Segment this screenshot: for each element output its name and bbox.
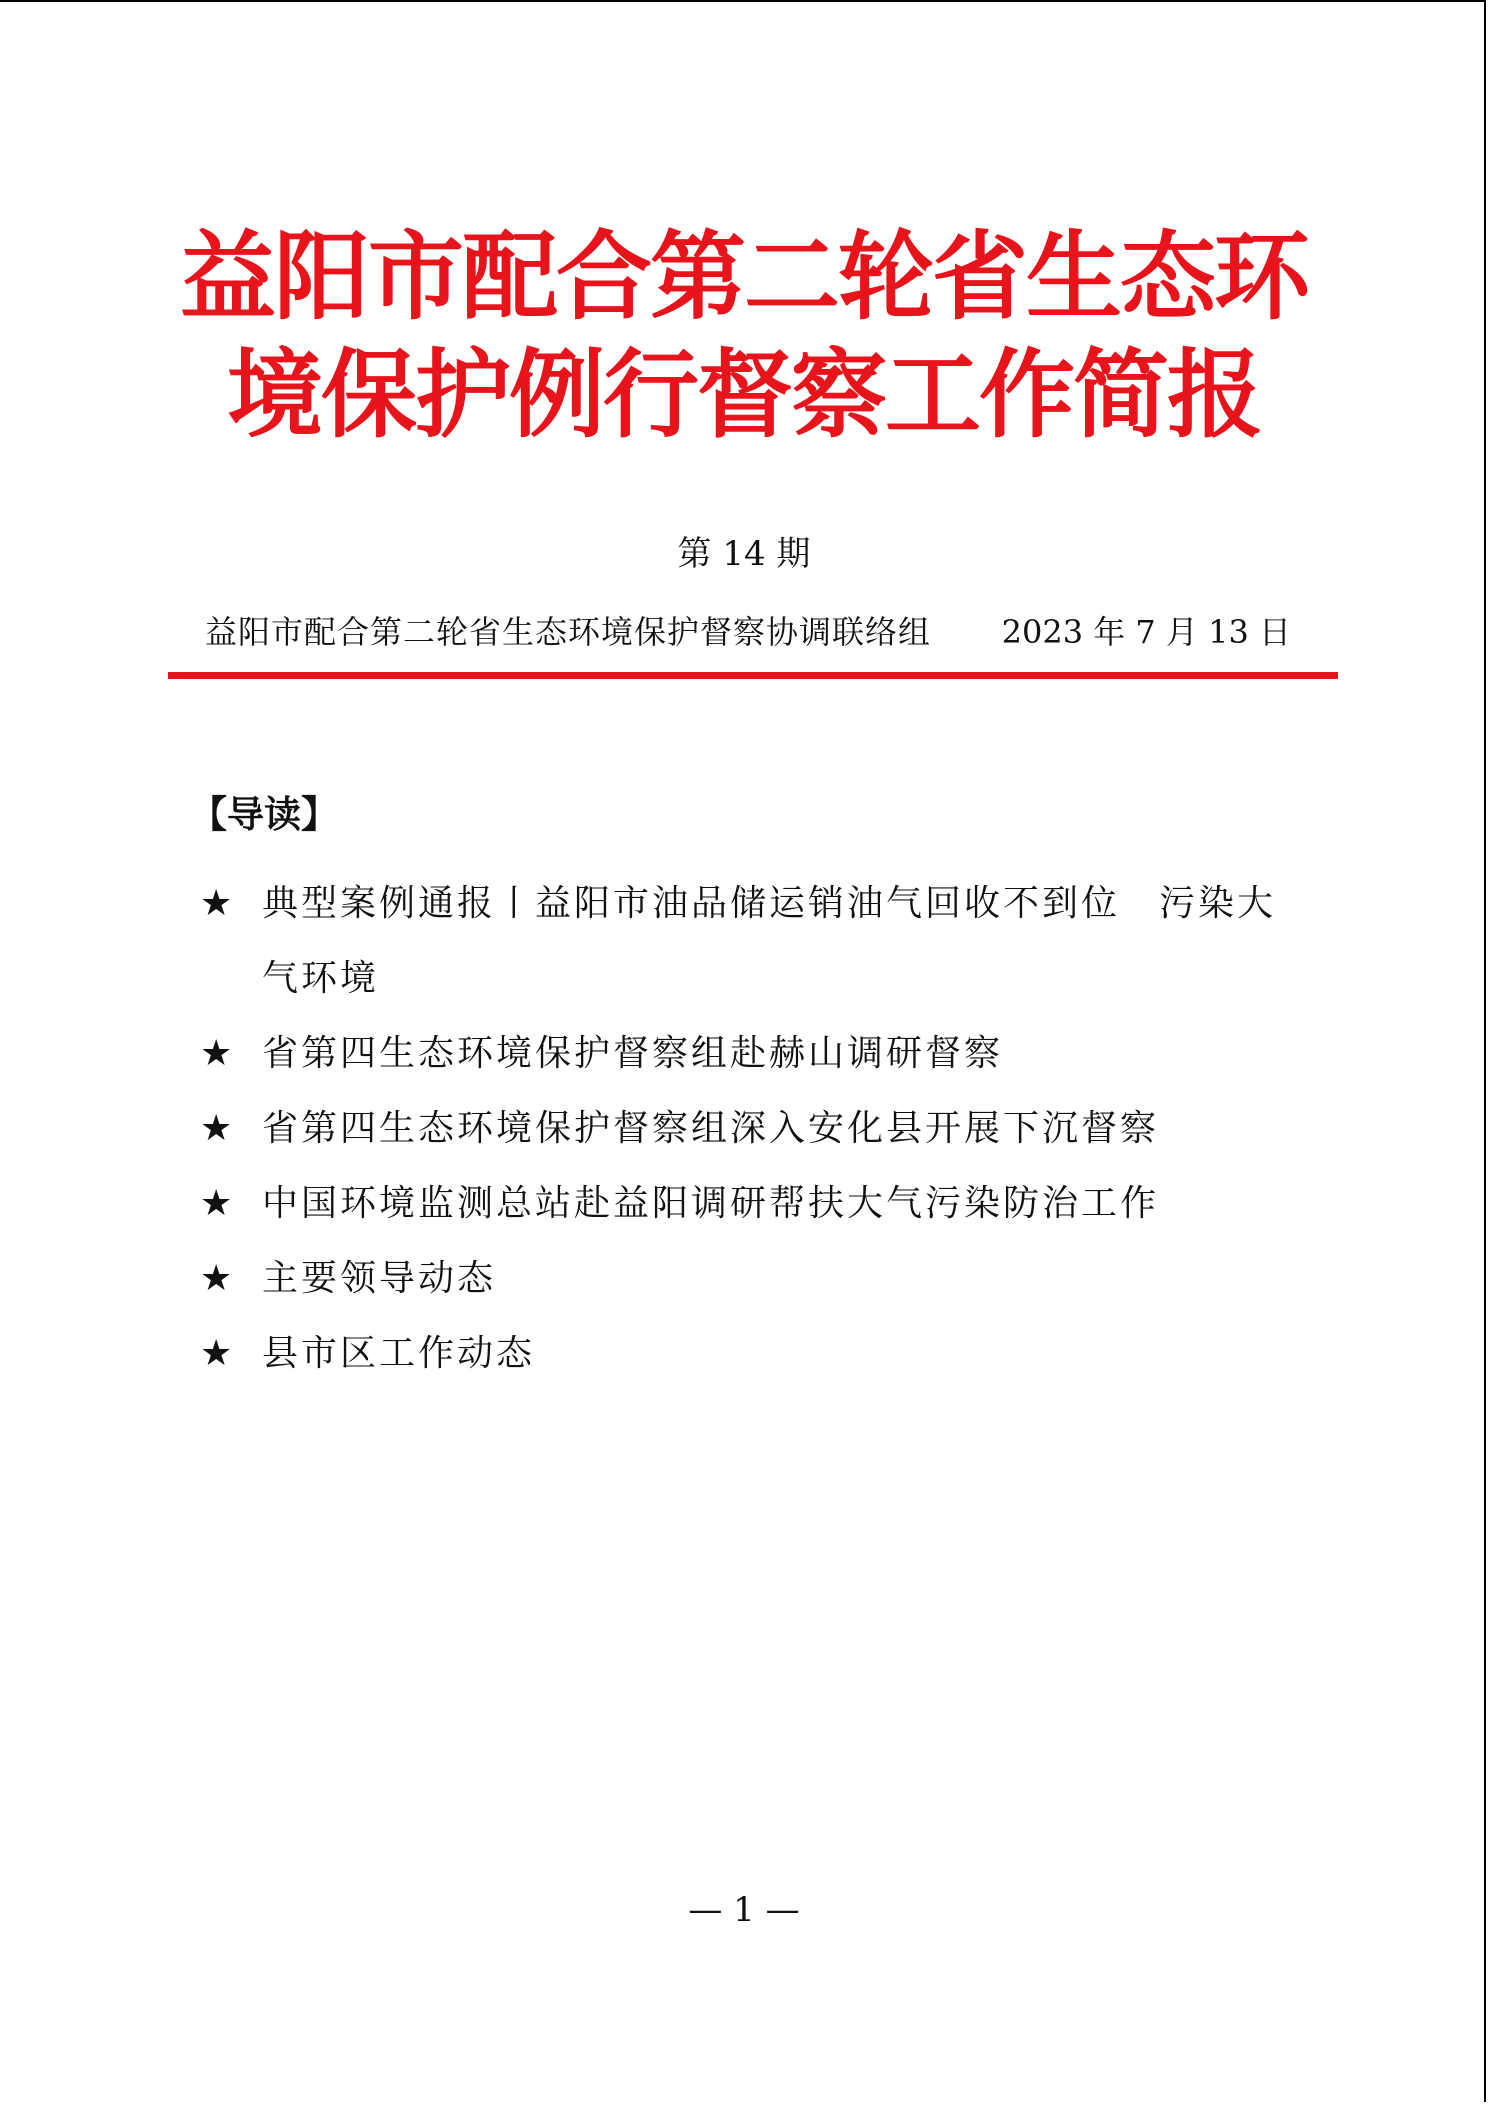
guide-item-text: 省第四生态环境保护督察组赴赫山调研督察 [262,1033,1004,1074]
star-icon: ★ [200,1033,233,1074]
issue-number: 第 14 期 [677,534,811,574]
page-number: — 1 — [688,1890,800,1930]
guide-item [200,1166,1310,1241]
guide-list [200,866,1310,1391]
guide-item-text: 县市区工作动态 [262,1333,536,1374]
guide-item-text: 省第四生态环境保护督察组深入安化县开展下沉督察 [262,1108,1160,1149]
issue-date: 2023 年 7 月 13 日 [1001,613,1291,651]
guide-item [200,866,1310,1016]
guide-item [200,1016,1310,1091]
star-icon: ★ [200,883,233,924]
guide-item [200,1316,1310,1391]
guide-item [200,1091,1310,1166]
red-separator-line [168,672,1338,679]
title-line-1: 益阳市配合第二轮省生态环 [180,220,1308,333]
star-icon: ★ [200,1108,233,1149]
guide-item-text: 中国环境监测总站赴益阳调研帮扶大气污染防治工作 [262,1183,1160,1224]
star-icon: ★ [200,1183,233,1224]
guide-item [200,1241,1310,1316]
guide-item-text: 主要领导动态 [262,1258,497,1299]
star-icon: ★ [200,1333,233,1374]
issuer-name: 益阳市配合第二轮省生态环境保护督察协调联络组 [205,613,932,651]
guide-item-text: 典型案例通报丨益阳市油品储运销油气回收不到位 污染大气环境 [262,883,1277,999]
star-icon: ★ [200,1258,233,1299]
document-title [0,218,1488,454]
guide-heading: 【导读】 [190,793,338,836]
title-line-2: 境保护例行督察工作简报 [227,338,1261,451]
